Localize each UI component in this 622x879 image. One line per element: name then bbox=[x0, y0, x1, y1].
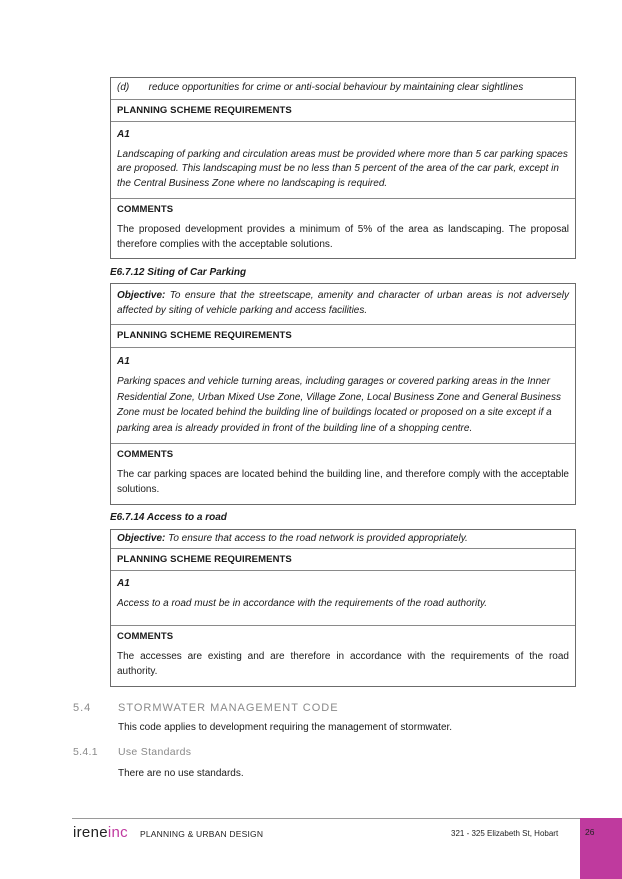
heading-body: This code applies to development requiring the management of stormwater. bbox=[118, 722, 453, 733]
objective-text: To ensure that access to the road network is provided appropriately. bbox=[168, 533, 468, 544]
logo-text-part2: inc bbox=[107, 824, 128, 841]
a1-label: A1 bbox=[117, 578, 130, 590]
requirement-a1 bbox=[111, 121, 575, 198]
comments-text bbox=[111, 648, 575, 686]
page-number: 26 bbox=[585, 827, 595, 837]
a1-label: A1 bbox=[117, 355, 130, 367]
subheading-title: Use Standards bbox=[118, 746, 192, 758]
comments-header: COMMENTS bbox=[111, 443, 575, 466]
a1-label: A1 bbox=[117, 129, 130, 141]
comments-header: COMMENTS bbox=[111, 625, 575, 648]
subheading-number: 5.4.1 bbox=[73, 746, 98, 758]
logo-subtitle: PLANNING & URBAN DESIGN bbox=[140, 829, 264, 839]
a1-text: Access to a road must be in accordance with the requirements of the road authority. bbox=[117, 597, 488, 609]
objective-text: To ensure that the streetscape, amenity and character of urban areas is not adversely affected by siting of vehicle parking and access facilities. bbox=[117, 290, 569, 316]
comments-paragraph: The car parking spaces are located behind the building line, and therefore comply with the acceptable solutions. bbox=[117, 469, 569, 495]
a1-text: Landscaping of parking and circulation areas must be provided where more than 5 car parking spaces are proposed. This landscaping must be no less than 5 percent of the area of the car park, except in the Central Business Zone where no landscaping is required. bbox=[117, 148, 568, 189]
section-title-access: E6.7.14 Access to a road bbox=[110, 512, 227, 523]
access-table bbox=[110, 529, 576, 687]
objective-item-d: (d) reduce opportunities for crime or anti-social behaviour by maintaining clear sightlines bbox=[117, 82, 524, 93]
requirements-header: PLANNING SCHEME REQUIREMENTS bbox=[111, 324, 575, 347]
requirements-header: PLANNING SCHEME REQUIREMENTS bbox=[111, 548, 575, 571]
subheading-body: There are no use standards. bbox=[118, 768, 244, 779]
heading-number: 5.4 bbox=[73, 702, 92, 714]
comments-paragraph: The proposed development provides a minimum of 5% of the area as landscaping. The proposal therefore complies with the acceptable solutions. bbox=[117, 224, 569, 250]
comments-header: COMMENTS bbox=[111, 198, 575, 221]
comments-paragraph: The accesses are existing and are therefore in accordance with the requirements of the road authority. bbox=[117, 651, 569, 677]
a1-text: Parking spaces and vehicle turning areas, including garages or covered parking areas in the Inner Residential Zone, Urban Mixed Use Zone, Village Zone, Local Business Zone and General Business Zone must be located behind the building line of buildings located or proposed on a site except if a parking area is already provided in front of the building line of a shopping centre. bbox=[117, 376, 561, 434]
section-title-siting: E6.7.12 Siting of Car Parking bbox=[110, 267, 247, 278]
comments-text bbox=[111, 221, 575, 258]
objective-label: Objective: bbox=[117, 290, 166, 301]
footer-address: 321 - 325 Elizabeth St, Hobart bbox=[451, 829, 559, 838]
company-logo bbox=[73, 822, 128, 844]
objective-row bbox=[111, 530, 575, 548]
footer-divider bbox=[72, 818, 582, 819]
objective-label: Objective: bbox=[117, 533, 166, 544]
objective-row bbox=[111, 284, 575, 324]
comments-text bbox=[111, 466, 575, 504]
requirement-a1 bbox=[111, 570, 575, 625]
requirements-header: PLANNING SCHEME REQUIREMENTS bbox=[111, 99, 575, 122]
requirement-a1 bbox=[111, 347, 575, 444]
landscaping-table bbox=[110, 77, 576, 259]
siting-table bbox=[110, 283, 576, 505]
heading-title: STORMWATER MANAGEMENT CODE bbox=[118, 702, 339, 714]
logo-text-part1: irene bbox=[73, 824, 108, 841]
